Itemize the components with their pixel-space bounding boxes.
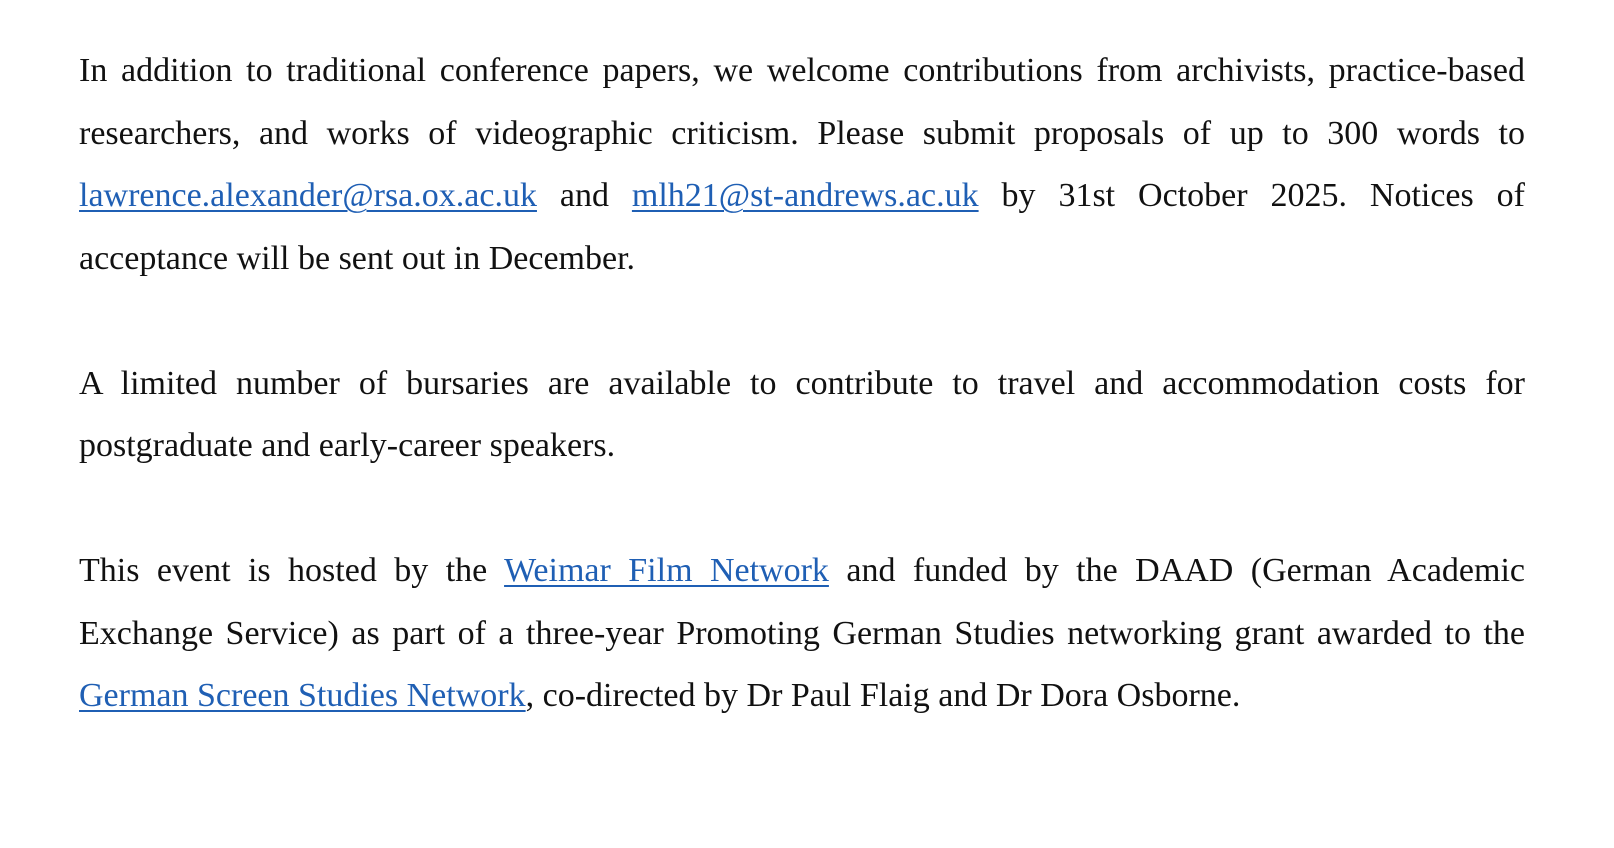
email-link-mlh21[interactable]: mlh21@st-andrews.ac.uk — [631, 177, 979, 214]
conjunction-text: and — [536, 177, 632, 214]
german-screen-studies-network-link[interactable]: German Screen Studies Network — [79, 677, 526, 714]
submission-text: In addition to traditional conference papers, we welcome contributions from archivists, practice-based researchers, and works of videographic criticism. Please submit proposals of up to 300 words to — [79, 52, 1525, 152]
deadline-text: by 31st October 2025. Notices of acceptance will be sent out in December. — [79, 177, 1525, 277]
document-body — [79, 40, 1525, 728]
weimar-film-network-link[interactable]: Weimar Film Network — [504, 552, 829, 589]
paragraph-hosting-info — [79, 540, 1525, 728]
paragraph-submission-info — [79, 40, 1525, 290]
paragraph-bursaries: A limited number of bursaries are available to contribute to travel and accommodation costs for postgraduate and early-career speakers. — [79, 364, 1525, 464]
funding-text: and funded by the DAAD (German Academic Exchange Service) as part of a three-year Promoting German Studies networking grant awarded to the — [79, 552, 1525, 652]
hosting-text: This event is hosted by the — [79, 552, 505, 589]
email-link-lawrence-alexander[interactable]: lawrence.alexander@rsa.ox.ac.uk — [79, 177, 537, 214]
co-directors-text: , co-directed by Dr Paul Flaig and Dr Dora Osborne. — [525, 677, 1241, 714]
